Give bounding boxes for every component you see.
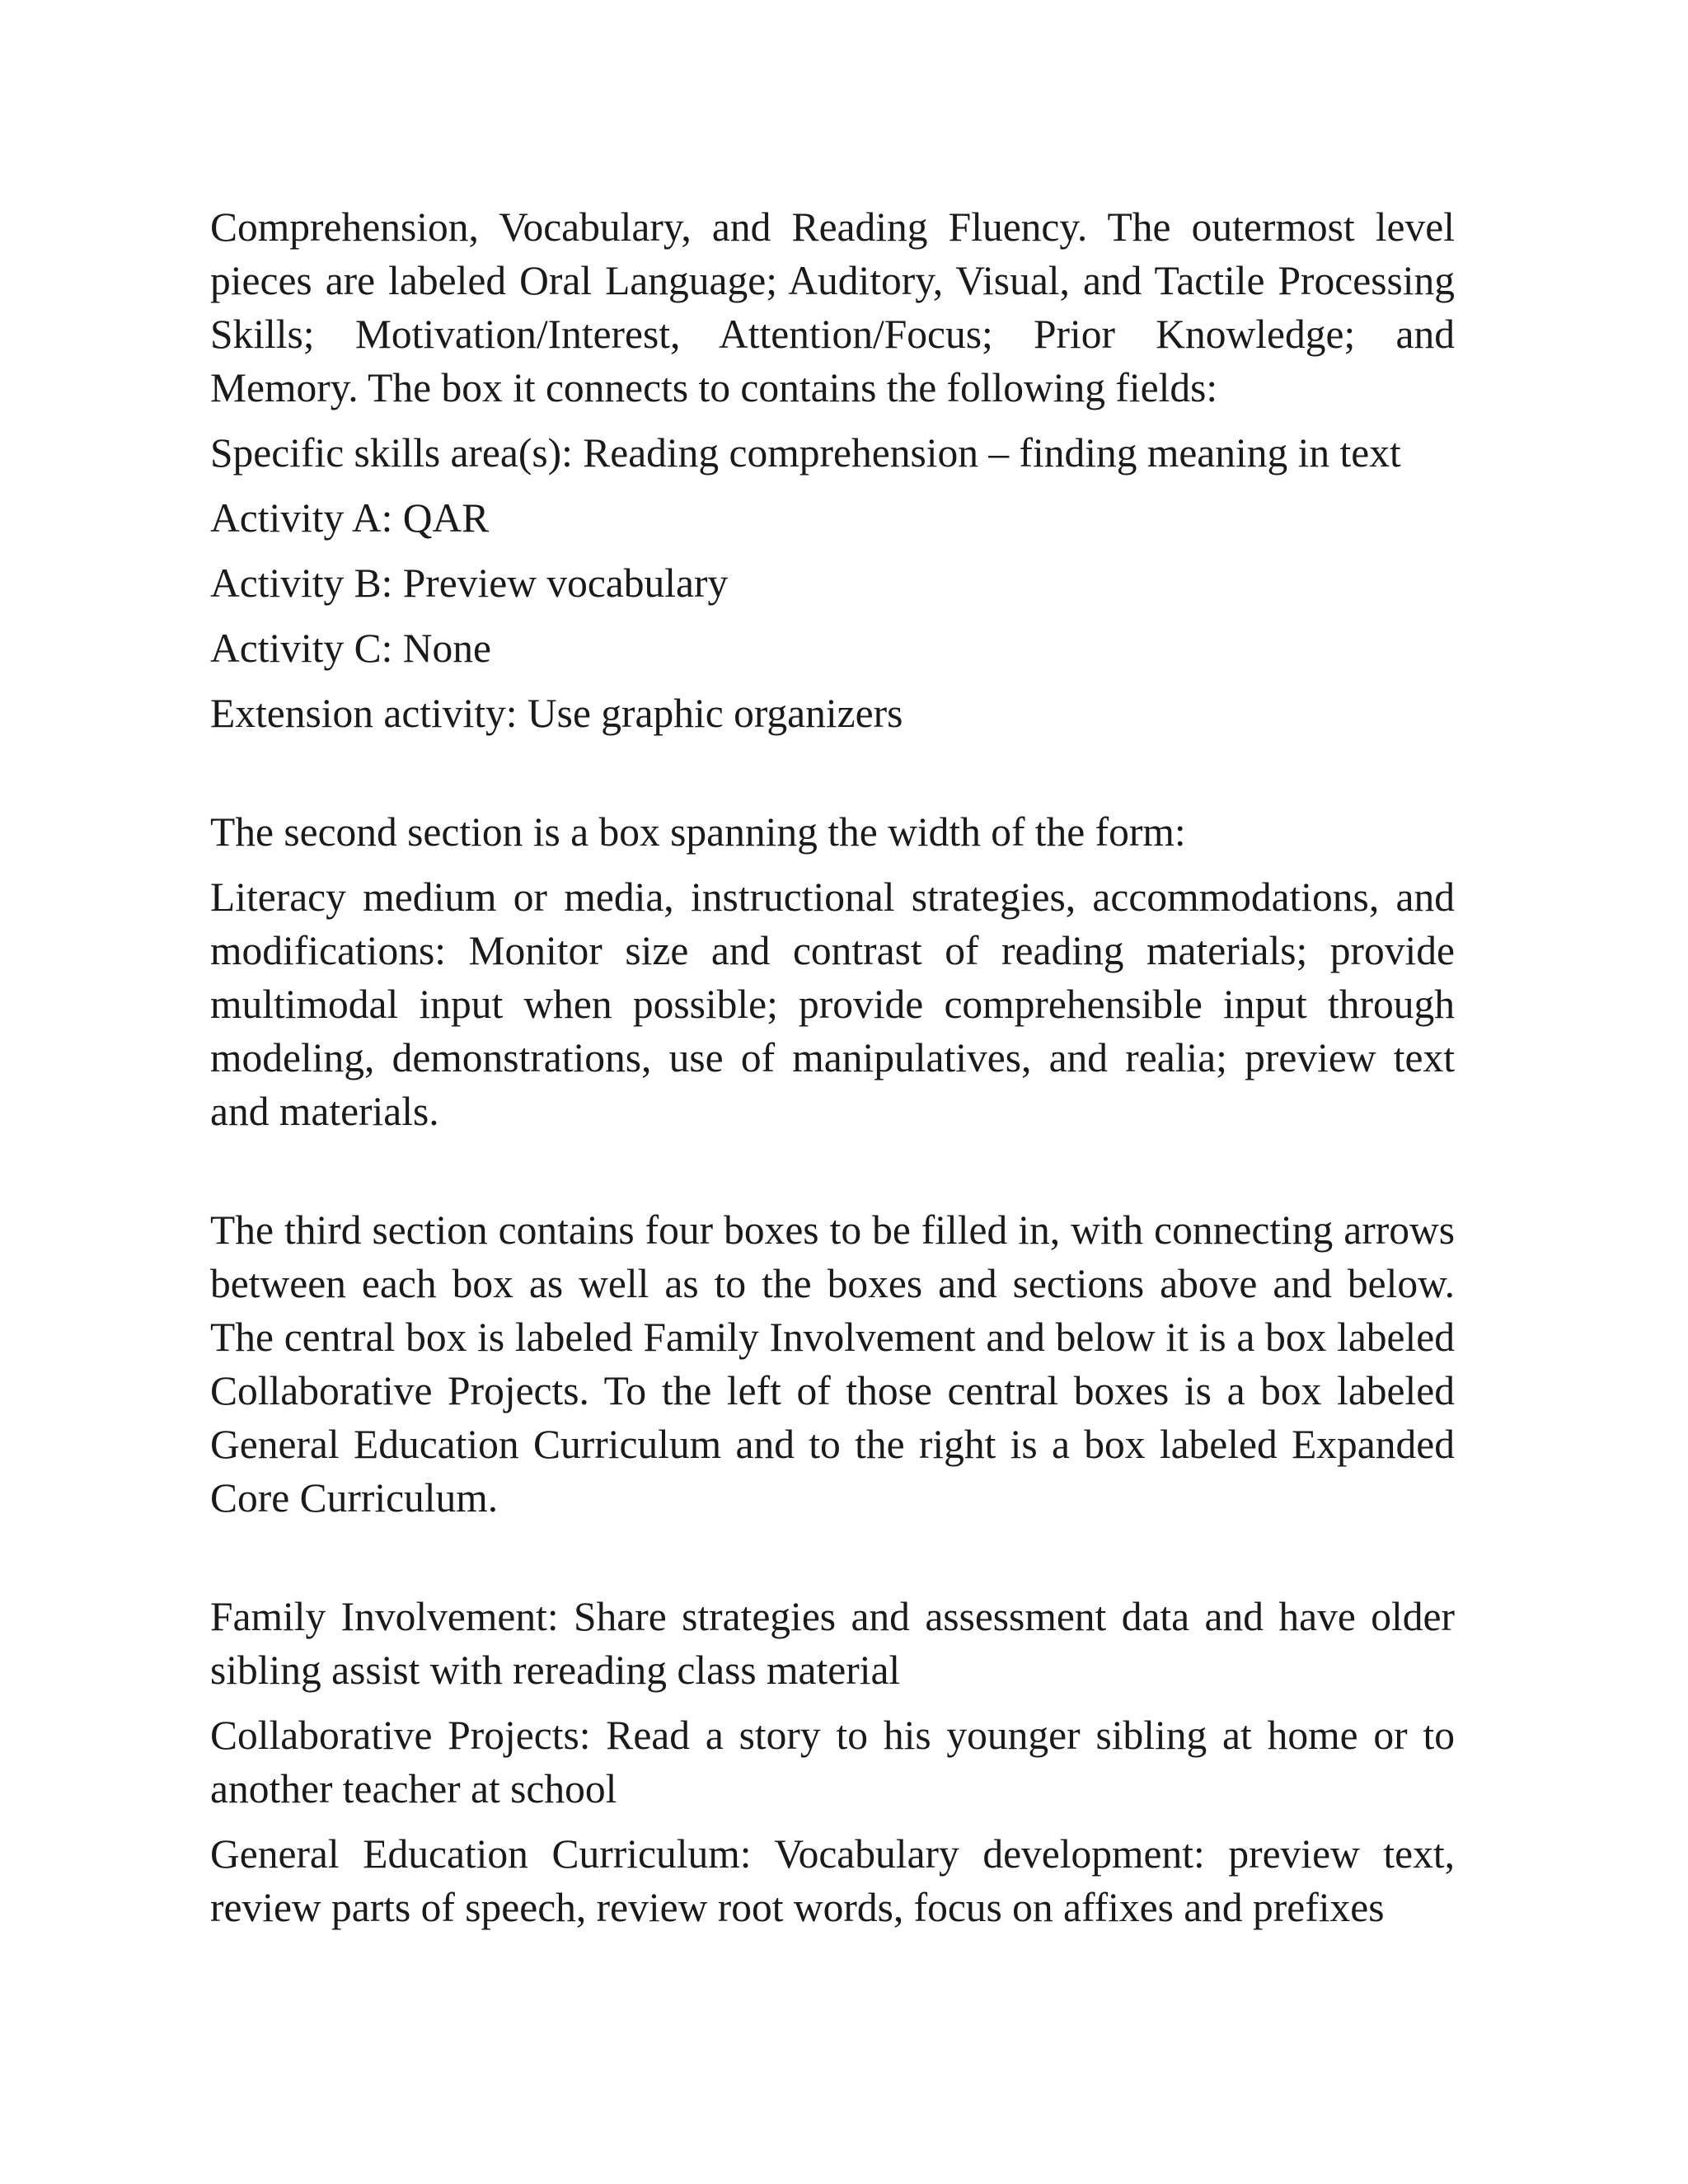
family-involvement-paragraph: Family Involvement: Share strategies and assessment data and have older sibling assist with rereading class material (210, 1594, 1455, 1693)
specific-skills-line: Specific skills area(s): Reading comprehension – finding meaning in text (210, 430, 1401, 476)
activity-c-line: Activity C: None (210, 626, 491, 671)
third-section-paragraph: The third section contains four boxes to be filled in, with connecting arrows between each box as well as to the boxes and sections above and below. The central box is labeled Family Involvement and below it is a box labeled Collaborative Projects. To the left of those central boxes is a box labeled General Education Curriculum and to the right is a box labeled Expanded Core Curriculum. (210, 1207, 1455, 1521)
extension-activity-line: Extension activity: Use graphic organizers (210, 691, 903, 736)
second-section-intro: The second section is a box spanning the width of the form: (210, 809, 1186, 855)
activity-a-line: Activity A: QAR (210, 495, 490, 541)
collaborative-projects-paragraph: Collaborative Projects: Read a story to his younger sibling at home or to another teacher at school (210, 1713, 1455, 1811)
intro-paragraph: Comprehension, Vocabulary, and Reading Fluency. The outermost level pieces are labeled Oral Language; Auditory, Visual, and Tactile Processing Skills; Motivation/Interest, Attention/Focus; Prior Knowledge; and Memory. The box it connects to contains the following fields: (210, 204, 1455, 410)
literacy-medium-paragraph: Literacy medium or media, instructional strategies, accommodations, and modifications: Monitor size and contrast of reading materials; provide multimodal input when possible; provide comprehensible input through modeling, demonstrations, use of manipulatives, and realia; preview text and materials. (210, 874, 1455, 1134)
general-education-paragraph: General Education Curriculum: Vocabulary development: preview text, review parts of speech, review root words, focus on affixes and prefixes (210, 1831, 1455, 1930)
activity-b-line: Activity B: Preview vocabulary (210, 560, 729, 606)
document-body (210, 200, 1455, 1934)
